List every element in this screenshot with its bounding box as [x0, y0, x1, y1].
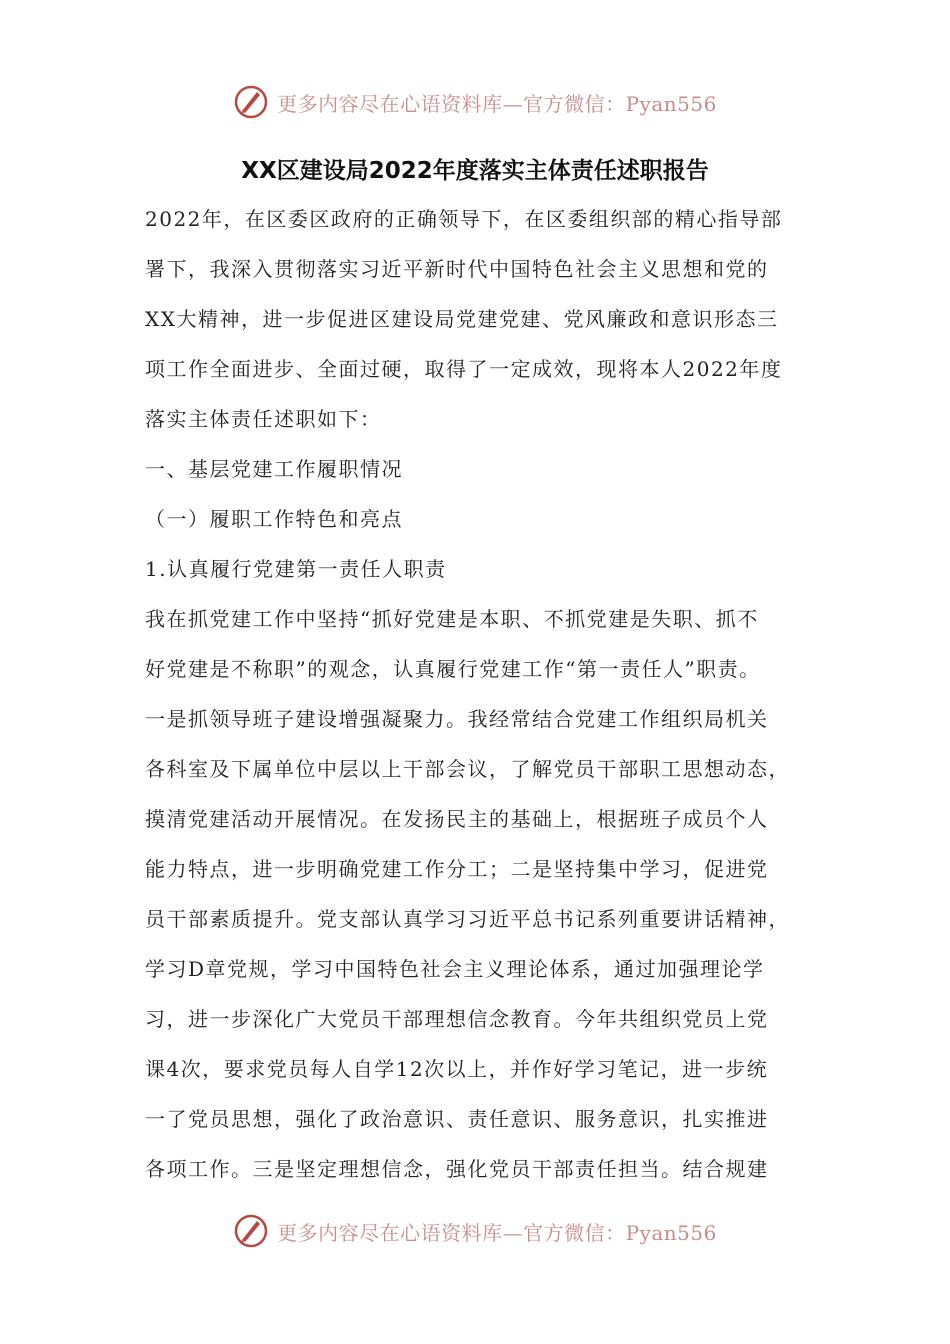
text-line: 项工作全面进步、全面过硬，取得了一定成效，现将本人2022年度 — [145, 357, 783, 381]
text-line: 2022年，在区委区政府的正确领导下，在区委组织部的精心指导部 — [145, 207, 783, 231]
document-body — [145, 196, 815, 1196]
text-line: XX大精神，进一步促进区建设局党建党建、党风廉政和意识形态三 — [145, 307, 779, 331]
watermark-text: 更多内容尽在心语资料库—官方微信：Pyan556 — [277, 1220, 717, 1245]
text-line: 学习D章党规，学习中国特色社会主义理论体系，通过加强理论学 — [145, 957, 765, 981]
text-line: 署下，我深入贯彻落实习近平新时代中国特色社会主义思想和党的 — [145, 257, 769, 281]
text-line: 各科室及下属单位中层以上干部会议，了解党员干部职工思想动态， — [145, 757, 790, 781]
text-line: 员干部素质提升。党支部认真学习习近平总书记系列重要讲话精神， — [145, 907, 790, 931]
text-line: 一是抓领导班子建设增强凝聚力。我经常结合党建工作组织局机关 — [145, 707, 769, 731]
text-line: 习，进一步深化广大党员干部理想信念教育。今年共组织党员上党 — [145, 1007, 769, 1031]
quill-pen-logo-icon — [233, 1213, 269, 1249]
text-line: 落实主体责任述职如下： — [145, 407, 382, 431]
watermark-banner-top — [0, 82, 950, 122]
text-line: （一）履职工作特色和亮点 — [145, 507, 403, 531]
watermark-text: 更多内容尽在心语资料库—官方微信：Pyan556 — [277, 91, 717, 116]
text-line: 一、基层党建工作履职情况 — [145, 457, 403, 481]
text-line: 1.认真履行党建第一责任人职责 — [145, 557, 447, 581]
document-title: XX区建设局2022年度落实主体责任述职报告 — [241, 158, 709, 184]
text-line: 一了党员思想，强化了政治意识、责任意识、服务意识，扎实推进 — [145, 1107, 769, 1131]
text-line: 各项工作。三是坚定理想信念，强化党员干部责任担当。结合规建 — [145, 1157, 769, 1181]
quill-pen-logo-icon — [233, 84, 269, 120]
text-line: 我在抓党建工作中坚持“抓好党建是本职、不抓党建是失职、抓不 — [145, 607, 759, 631]
text-line: 摸清党建活动开展情况。在发扬民主的基础上，根据班子成员个人 — [145, 807, 769, 831]
text-line: 课4次，要求党员每人自学12次以上，并作好学习笔记，进一步统 — [145, 1057, 769, 1081]
watermark-banner-bottom — [0, 1211, 950, 1251]
text-line: 好党建是不称职”的观念，认真履行党建工作“第一责任人”职责。 — [145, 657, 761, 681]
text-line: 能力特点，进一步明确党建工作分工；二是坚持集中学习，促进党 — [145, 857, 769, 881]
